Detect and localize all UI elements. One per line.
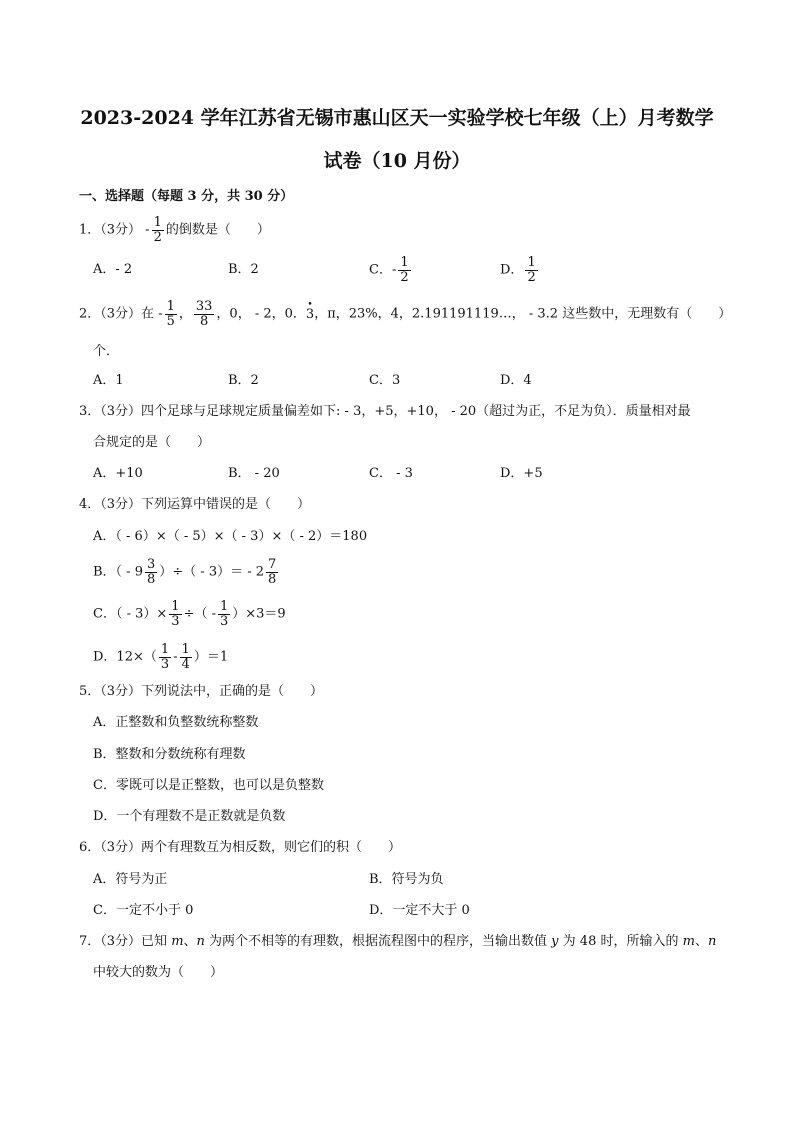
q1-option-b: B．2 (228, 262, 259, 277)
q2-f2-den: 8 (200, 313, 209, 329)
q2-line2: 个． (93, 344, 120, 359)
q2-fraction-2 (194, 300, 215, 328)
q7-line2: 中较大的数为（ ） (93, 965, 224, 980)
q1-d-num: 1 (527, 255, 536, 270)
q2-part4: ，π，23%，4，2.191191119…， - 3.2 这些数中，无理数有（ ） (314, 306, 732, 322)
q1-c-den: 2 (400, 269, 409, 285)
q1-d-fraction (525, 256, 537, 284)
q3-option-b: B． - 20 (228, 466, 280, 481)
question-6: 6．（3分）两个有理数互为相反数，则它们的积（ ） (79, 840, 402, 855)
question-1 (79, 216, 270, 244)
q4-option-d (93, 643, 228, 671)
q4-b-num1: 3 (146, 557, 156, 572)
q3-option-c: C． - 3 (369, 466, 413, 481)
q7-part4: 为 48 时，所输入的 (558, 934, 683, 949)
q4-d-num1: 1 (160, 642, 170, 657)
q2-f2-num: 33 (195, 299, 213, 314)
q2-repeating-digit: • 3 (306, 305, 314, 325)
q1-c-fraction (398, 256, 410, 284)
q4-d-part1: D．12×（ (93, 649, 157, 665)
q7-var-m: m (171, 934, 184, 949)
q4-option-a: A．（ - 6）×（ - 5）×（ - 3）×（ - 2）＝180 (93, 529, 368, 544)
q5-option-b: B．整数和分数统称有理数 (93, 747, 246, 762)
q2-f1-num: 1 (166, 299, 175, 314)
question-3: 3．（3分）四个足球与足球规定质量偏差如下: - 3，+5，+10， - 20（超过为正，不足为负）．质量相对最 (79, 404, 691, 419)
q4-c-num1: 1 (171, 599, 180, 614)
q2-fraction-1 (165, 300, 177, 328)
q1-c-num: 1 (400, 255, 409, 270)
q7-part3: 为两个不相等的有理数，根据流程图中的程序，当输出数值 (204, 934, 552, 949)
page-title-line2: 试卷（10 月份） (323, 150, 471, 172)
q4-b-num2: 7 (268, 557, 277, 572)
q4-d-fraction-2 (180, 643, 192, 671)
q1-frac-num: 1 (153, 215, 162, 230)
q7-var-n2: n (707, 934, 717, 949)
q5-option-a: A．正整数和负整数统称整数 (93, 715, 259, 730)
q4-c-fraction-2 (218, 600, 230, 628)
q3-option-d: D．+5 (500, 466, 543, 481)
q4-b-fraction-1 (145, 558, 157, 586)
q2-option-c: C．3 (369, 373, 401, 388)
q4-b-den1: 8 (146, 571, 156, 587)
q6-option-a: A．符号为正 (93, 872, 168, 887)
q1-suffix: 的倒数是（ ） (165, 222, 270, 238)
q1-frac-den: 2 (153, 229, 162, 245)
q2-part1: 2．（3分）在 - (79, 306, 163, 322)
q4-d-fraction-1 (159, 643, 171, 671)
page-title-line1: 2023-2024 学年江苏省无锡市惠山区天一实验学校七年级（上）月考数学 (80, 107, 714, 129)
q4-d-den1: 3 (160, 656, 170, 672)
q1-d-prefix: D． (500, 262, 524, 278)
q1-fraction (152, 216, 164, 244)
q1-d-den: 2 (527, 269, 536, 285)
q4-d-den2: 4 (181, 656, 190, 672)
q1-c-prefix: C．- (369, 262, 397, 278)
q7-var-m2: m (682, 934, 695, 949)
q1-option-c (369, 256, 413, 284)
q2-option-b: B．2 (228, 373, 259, 388)
q4-b-part1: B．（ - 9 (93, 564, 143, 580)
q4-c-part2: ÷（ - (183, 606, 216, 622)
q4-c-part3: ）×3＝9 (232, 606, 286, 622)
q6-option-b: B．符号为负 (369, 872, 444, 887)
q4-b-den2: 8 (268, 571, 277, 587)
q7-part2: 、 (183, 934, 197, 949)
q4-c-den2: 3 (219, 613, 229, 629)
q4-d-part3: ）＝1 (193, 649, 229, 665)
q7-var-n: n (196, 934, 205, 949)
q2-f1-den: 5 (166, 313, 175, 329)
q4-c-fraction-1 (169, 600, 181, 628)
q4-c-part1: C．（ - 3）× (93, 606, 168, 622)
q1-prefix: 1．（3分） - (79, 222, 150, 238)
q2-part2: ， (178, 306, 192, 322)
q7-part5: 、 (694, 934, 708, 949)
q4-b-fraction-2 (266, 558, 278, 586)
q7-var-y: y (551, 934, 559, 949)
q5-option-d: D．一个有理数不是正数就是负数 (93, 809, 286, 824)
q5-option-c: C．零既可以是正整数，也可以是负整数 (93, 778, 324, 793)
q3-line2: 合规定的是（ ） (93, 435, 211, 450)
question-4: 4．（3分）下列运算中错误的是（ ） (79, 497, 311, 512)
q6-option-c: C．一定不小于 0 (93, 903, 194, 918)
q4-d-num2: 1 (181, 642, 190, 657)
q4-d-part2: - (173, 649, 178, 665)
question-2 (79, 300, 731, 328)
q4-option-c (93, 600, 286, 628)
q4-c-num2: 1 (219, 599, 229, 614)
question-7 (79, 932, 716, 952)
q4-option-b (93, 558, 280, 586)
q2-option-a: A．1 (93, 373, 124, 388)
question-5: 5．（3分）下列说法中，正确的是（ ） (79, 684, 324, 699)
q3-option-a: A．+10 (93, 466, 143, 481)
q4-c-den1: 3 (171, 613, 180, 629)
q7-part1: 7．（3分）已知 (79, 934, 172, 949)
q6-option-d: D．一定不大于 0 (369, 903, 470, 918)
q2-part3: ，0， - 2，0． (216, 306, 306, 322)
section-heading: 一、选择题（每题 3 分，共 30 分） (79, 189, 294, 204)
q4-b-part2: ）÷（ - 3）＝ - 2 (159, 564, 265, 580)
q2-option-d: D．4 (500, 373, 532, 388)
q1-option-d (500, 256, 540, 284)
q1-option-a: A．- 2 (93, 262, 133, 277)
